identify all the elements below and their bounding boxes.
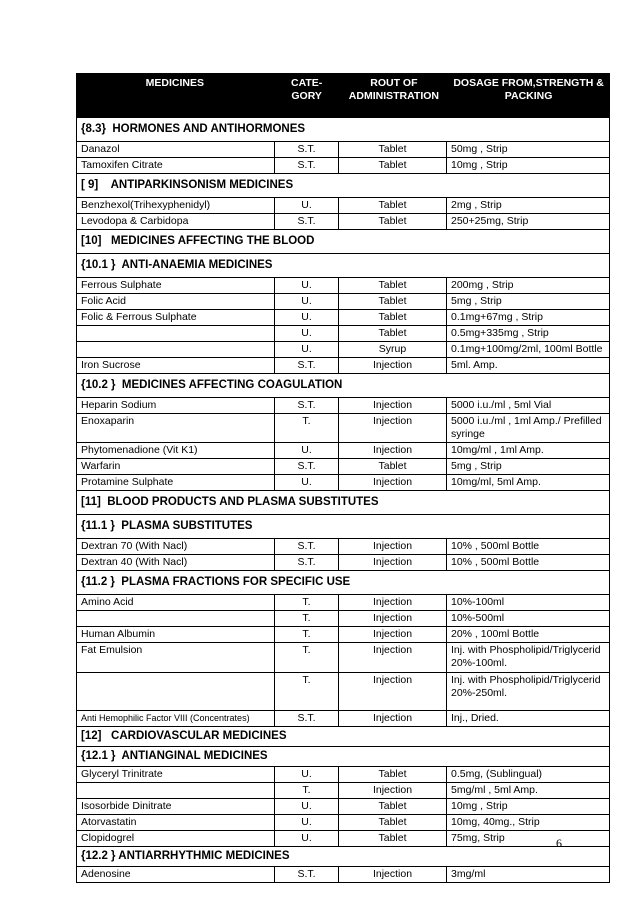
medicine-name-cell: Enoxaparin — [77, 414, 275, 442]
medicine-name-cell: Fat Emulsion — [77, 643, 275, 672]
table-row — [76, 867, 610, 883]
dosage-cell: 50mg , Strip — [451, 143, 508, 155]
medicine-name-cell: Folic & Ferrous Sulphate — [77, 310, 275, 325]
section-heading-text: {8.3} HORMONES AND ANTIHORMONES — [81, 123, 306, 135]
dosage-cell: 10mg , Strip — [451, 159, 508, 171]
medicine-name-cell: Levodopa & Carbidopa — [77, 214, 275, 229]
route-cell: Tablet — [339, 326, 447, 341]
dosage-cell: Inj. with Phospholipid/Triglycerid 20%-250ml. — [451, 674, 601, 699]
section-heading — [76, 230, 610, 254]
route-cell: Tablet — [339, 214, 447, 229]
route-cell: Tablet — [339, 767, 447, 782]
medicine-name-cell: Warfarin — [77, 459, 275, 474]
medicine-name-cell: Glyceryl Trinitrate — [77, 767, 275, 782]
table-row — [76, 815, 610, 831]
dosage-cell: 3mg/ml — [451, 868, 486, 880]
section-heading — [76, 727, 610, 747]
table-row — [76, 326, 610, 342]
table-row — [76, 595, 610, 611]
category-cell: U. — [275, 815, 339, 830]
route-cell: Injection — [339, 358, 447, 373]
table-row — [76, 673, 610, 711]
route-cell: Injection — [339, 711, 447, 726]
category-cell: T. — [275, 643, 339, 672]
section-heading — [76, 747, 610, 767]
route-cell: Injection — [339, 611, 447, 626]
table-row — [76, 278, 610, 294]
table-row — [76, 767, 610, 783]
dosage-cell: 200mg , Strip — [451, 279, 514, 291]
header-route: ROUT OF ADMINISTRATION — [348, 77, 439, 102]
route-cell: Injection — [339, 595, 447, 610]
dosage-cell: 5mg , Strip — [451, 295, 502, 307]
page-number: 6 — [556, 836, 562, 850]
dosage-cell: 10mg , Strip — [451, 800, 508, 812]
category-cell: S.T. — [275, 158, 339, 173]
section-heading — [76, 571, 610, 595]
medicine-name-cell: Clopidogrel — [77, 831, 275, 846]
dosage-cell: 10mg, 40mg., Strip — [451, 816, 540, 828]
category-cell: S.T. — [275, 214, 339, 229]
dosage-cell: 10mg/ml , 1ml Amp. — [451, 444, 544, 456]
table-row — [76, 539, 610, 555]
category-cell: U. — [275, 198, 339, 213]
table-row — [76, 611, 610, 627]
table-row — [76, 294, 610, 310]
route-cell: Tablet — [339, 799, 447, 814]
medicine-name-cell: Isosorbide Dinitrate — [77, 799, 275, 814]
section-heading-text: [11] BLOOD PRODUCTS AND PLASMA SUBSTITUTES — [81, 496, 379, 508]
medicine-name-cell: Atorvastatin — [77, 815, 275, 830]
dosage-cell: 0.1mg+100mg/2ml, 100ml Bottle — [451, 343, 603, 355]
medicine-name-cell — [77, 611, 275, 626]
category-cell: S.T. — [275, 358, 339, 373]
route-cell: Injection — [339, 643, 447, 672]
route-cell: Tablet — [339, 459, 447, 474]
medicine-name-cell: Anti Hemophilic Factor VIII (Concentrates) — [77, 711, 275, 726]
header-dosage: DOSAGE FROM,STRENGTH & PACKING — [453, 77, 604, 102]
table-row — [76, 398, 610, 414]
route-cell: Tablet — [339, 142, 447, 157]
medicine-name-cell: Tamoxifen Citrate — [77, 158, 275, 173]
header-medicines: MEDICINES — [77, 74, 274, 117]
table-header — [76, 73, 610, 118]
category-cell: S.T. — [275, 398, 339, 413]
table-row — [76, 198, 610, 214]
table-row — [76, 799, 610, 815]
section-heading — [76, 491, 610, 515]
table-row — [76, 158, 610, 174]
category-cell: T. — [275, 783, 339, 798]
route-cell: Injection — [339, 555, 447, 570]
route-cell: Tablet — [339, 310, 447, 325]
section-heading — [76, 374, 610, 398]
category-cell: U. — [275, 443, 339, 458]
section-heading-text: {11.1 } PLASMA SUBSTITUTES — [81, 520, 253, 532]
category-cell: T. — [275, 673, 339, 710]
medicine-name-cell: Heparin Sodium — [77, 398, 275, 413]
dosage-cell: 0.5mg+335mg , Strip — [451, 327, 549, 339]
table-row — [76, 342, 610, 358]
section-heading — [76, 515, 610, 539]
category-cell: U. — [275, 767, 339, 782]
category-cell: S.T. — [275, 711, 339, 726]
table-row — [76, 214, 610, 230]
medicine-name-cell: Danazol — [77, 142, 275, 157]
dosage-cell: 5mg/ml , 5ml Amp. — [451, 784, 538, 796]
dosage-cell: 5mg , Strip — [451, 460, 502, 472]
section-heading-text: {12.2 } ANTIARRHYTHMIC MEDICINES — [81, 850, 290, 862]
route-cell: Tablet — [339, 278, 447, 293]
category-cell: S.T. — [275, 555, 339, 570]
dosage-cell: 5ml. Amp. — [451, 359, 498, 371]
route-cell: Tablet — [339, 815, 447, 830]
category-cell: U. — [275, 310, 339, 325]
section-heading-text: {11.2 } PLASMA FRACTIONS FOR SPECIFIC USE — [81, 576, 351, 588]
section-heading — [76, 174, 610, 198]
medicine-name-cell — [77, 673, 275, 710]
route-cell: Injection — [339, 783, 447, 798]
medicine-name-cell: Phytomenadione (Vit K1) — [77, 443, 275, 458]
route-cell: Injection — [339, 627, 447, 642]
dosage-cell: 2mg , Strip — [451, 199, 502, 211]
route-cell: Tablet — [339, 198, 447, 213]
table-row — [76, 627, 610, 643]
route-cell: Injection — [339, 867, 447, 882]
category-cell: T. — [275, 414, 339, 442]
dosage-cell: 10%-100ml — [451, 596, 505, 608]
dosage-cell: 10% , 500ml Bottle — [451, 556, 540, 568]
table-row — [76, 414, 610, 443]
medicine-name-cell — [77, 326, 275, 341]
medicine-name-cell: Folic Acid — [77, 294, 275, 309]
category-cell: U. — [275, 799, 339, 814]
dosage-cell: 5000 i.u./ml , 1ml Amp./ Prefilled syringe — [451, 415, 602, 440]
table-row — [76, 643, 610, 673]
table-row — [76, 711, 610, 727]
route-cell: Injection — [339, 539, 447, 554]
table-row — [76, 555, 610, 571]
dosage-cell: 20% , 100ml Bottle — [451, 628, 540, 640]
header-category: CATE- GORY — [290, 77, 323, 102]
section-heading — [76, 254, 610, 278]
dosage-cell: 75mg, Strip — [451, 832, 505, 844]
medicine-name-cell: Benzhexol(Trihexyphenidyl) — [77, 198, 275, 213]
route-cell: Injection — [339, 673, 447, 710]
table-row — [76, 310, 610, 326]
section-heading — [76, 118, 610, 142]
table-row — [76, 443, 610, 459]
table-row — [76, 475, 610, 491]
table-row — [76, 459, 610, 475]
route-cell: Tablet — [339, 831, 447, 846]
medicine-name-cell: Dextran 40 (With Nacl) — [77, 555, 275, 570]
section-heading-text: {10.1 } ANTI-ANAEMIA MEDICINES — [81, 259, 273, 271]
dosage-cell: Inj., Dried. — [451, 712, 499, 724]
category-cell: S.T. — [275, 459, 339, 474]
medicine-name-cell: Dextran 70 (With Nacl) — [77, 539, 275, 554]
section-heading-text: {12.1 } ANTIANGINAL MEDICINES — [81, 750, 268, 762]
section-heading-text: [ 9] ANTIPARKINSONISM MEDICINES — [81, 179, 294, 191]
route-cell: Injection — [339, 443, 447, 458]
route-cell: Injection — [339, 414, 447, 442]
category-cell: S.T. — [275, 142, 339, 157]
dosage-cell: 5000 i.u./ml , 5ml Vial — [451, 399, 552, 411]
medicine-name-cell: Protamine Sulphate — [77, 475, 275, 490]
category-cell: U. — [275, 326, 339, 341]
route-cell: Tablet — [339, 294, 447, 309]
dosage-cell: 0.1mg+67mg , Strip — [451, 311, 543, 323]
table-row — [76, 142, 610, 158]
category-cell: U. — [275, 342, 339, 357]
section-heading — [76, 847, 610, 867]
dosage-cell: 0.5mg, (Sublingual) — [451, 768, 543, 780]
category-cell: S.T. — [275, 867, 339, 882]
medicine-name-cell: Ferrous Sulphate — [77, 278, 275, 293]
medicines-table — [76, 73, 610, 883]
table-row — [76, 783, 610, 799]
table-row — [76, 831, 610, 847]
category-cell: T. — [275, 595, 339, 610]
table-body — [76, 118, 610, 883]
medicine-name-cell: Iron Sucrose — [77, 358, 275, 373]
dosage-cell: 10%-500ml — [451, 612, 505, 624]
dosage-cell: 10mg/ml, 5ml Amp. — [451, 476, 541, 488]
category-cell: U. — [275, 294, 339, 309]
dosage-cell: 10% , 500ml Bottle — [451, 540, 540, 552]
section-heading-text: [10] MEDICINES AFFECTING THE BLOOD — [81, 235, 315, 247]
category-cell: T. — [275, 627, 339, 642]
medicine-name-cell — [77, 783, 275, 798]
section-heading-text: [12] CARDIOVASCULAR MEDICINES — [81, 730, 287, 742]
table-row — [76, 358, 610, 374]
route-cell: Injection — [339, 398, 447, 413]
category-cell: T. — [275, 611, 339, 626]
medicine-name-cell: Amino Acid — [77, 595, 275, 610]
category-cell: U. — [275, 475, 339, 490]
category-cell: S.T. — [275, 539, 339, 554]
route-cell: Injection — [339, 475, 447, 490]
section-heading-text: {10.2 } MEDICINES AFFECTING COAGULATION — [81, 379, 343, 391]
route-cell: Tablet — [339, 158, 447, 173]
category-cell: U. — [275, 278, 339, 293]
medicine-name-cell: Human Albumin — [77, 627, 275, 642]
dosage-cell: 250+25mg, Strip — [451, 215, 529, 227]
dosage-cell: Inj. with Phospholipid/Triglycerid 20%-100ml. — [451, 644, 601, 669]
route-cell: Syrup — [339, 342, 447, 357]
category-cell: U. — [275, 831, 339, 846]
medicine-name-cell — [77, 342, 275, 357]
medicine-name-cell: Adenosine — [77, 867, 275, 882]
